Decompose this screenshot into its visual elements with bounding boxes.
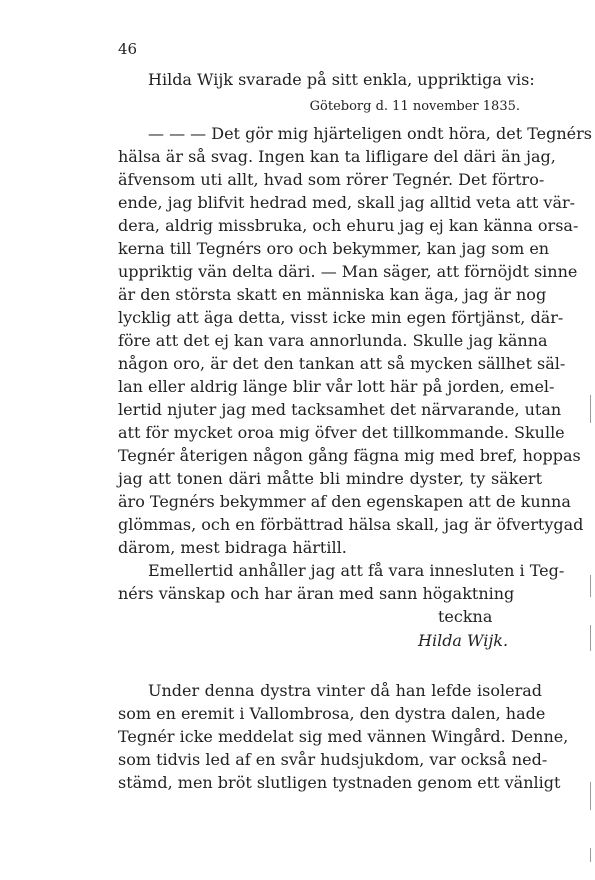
letter-line: lan eller aldrig länge blir vår lott här på jorden, emel- [118,377,555,396]
letter-line: jag att tonen däri måtte bli mindre dyster, ty säkert [118,469,542,488]
letter-line: uppriktig vän delta däri. — Man säger, att förnöjdt sinne [118,262,578,281]
letter-line: nérs vänskap och har äran med sann högaktning [118,584,515,603]
letter-line: före att det ej kan vara annorlunda. Skulle jag känna [118,331,548,350]
page-body [118,68,592,794]
letter-closing: teckna [438,607,493,626]
spacer [118,653,542,679]
letter-line: äfvensom uti allt, hvad som rörer Tegnér. Det förtro- [118,170,545,189]
letter-line: lycklig att äga detta, visst icke min egen förtjänst, där- [118,308,564,327]
narrative-line: som en eremit i Vallombrosa, den dystra dalen, hade [118,704,546,723]
scan-edge-mark [590,782,591,810]
page-number: 46 [118,40,138,58]
letter-line: någon oro, är det den tankan att så mycken sällhet säl- [118,354,566,373]
letter-paragraph-1 [118,122,592,559]
letter-line: är den största skatt en människa kan äga, jag är nog [118,285,547,304]
scan-edge-mark [590,575,591,597]
letter-line: ende, jag blifvit hedrad med, skall jag alltid veta att vär- [118,193,576,212]
intro-line: Hilda Wijk svarade på sitt enkla, uppriktiga vis: [148,70,535,89]
letter-line: hälsa är så svag. Ingen kan ta lifligare del däri än jag, [118,147,556,166]
letter-line: Tegnér återigen någon gång fägna mig med bref, hoppas [118,446,581,465]
letter-line: äro Tegnérs bekymmer af den egenskapen att de kunna [118,492,571,511]
narrative-line: som tidvis led af en svår hudsjukdom, var också ned- [118,750,548,769]
letter-paragraph-2 [118,559,565,605]
letter-line: att för mycket oroa mig öfver det tillkommande. Skulle [118,423,565,442]
narrative-line: Tegnér icke meddelat sig med vännen Wingård. Denne, [118,727,569,746]
letter-line: glömmas, och en förbättrad hälsa skall, jag är öfvertygad [118,515,584,534]
scan-edge-mark [590,848,591,862]
letter-line: kerna till Tegnérs oro och bekymmer, kan jag som en [118,239,550,258]
narrative-line: stämd, men bröt slutligen tystnaden genom ett vänligt [118,773,561,792]
narrative-line: Under denna dystra vinter då han lefde isolerad [148,681,542,700]
letter-line: — — — Det gör mig hjärteligen ondt höra, det Tegnérs [148,124,592,143]
letter-line: lertid njuter jag med tacksamhet det närvarande, utan [118,400,562,419]
letter-line: Emellertid anhåller jag att få vara innesluten i Teg- [148,561,565,580]
narrative-paragraph [118,679,569,794]
letter-signature: Hilda Wijk. [418,631,509,650]
letter-line: dera, aldrig missbruka, och ehuru jag ej kan känna orsa- [118,216,579,235]
scan-edge-mark [590,395,591,423]
scan-edge-mark [590,625,591,651]
letter-dateline: Göteborg d. 11 november 1835. [309,99,520,114]
letter-line: därom, mest bidraga härtill. [118,538,347,557]
